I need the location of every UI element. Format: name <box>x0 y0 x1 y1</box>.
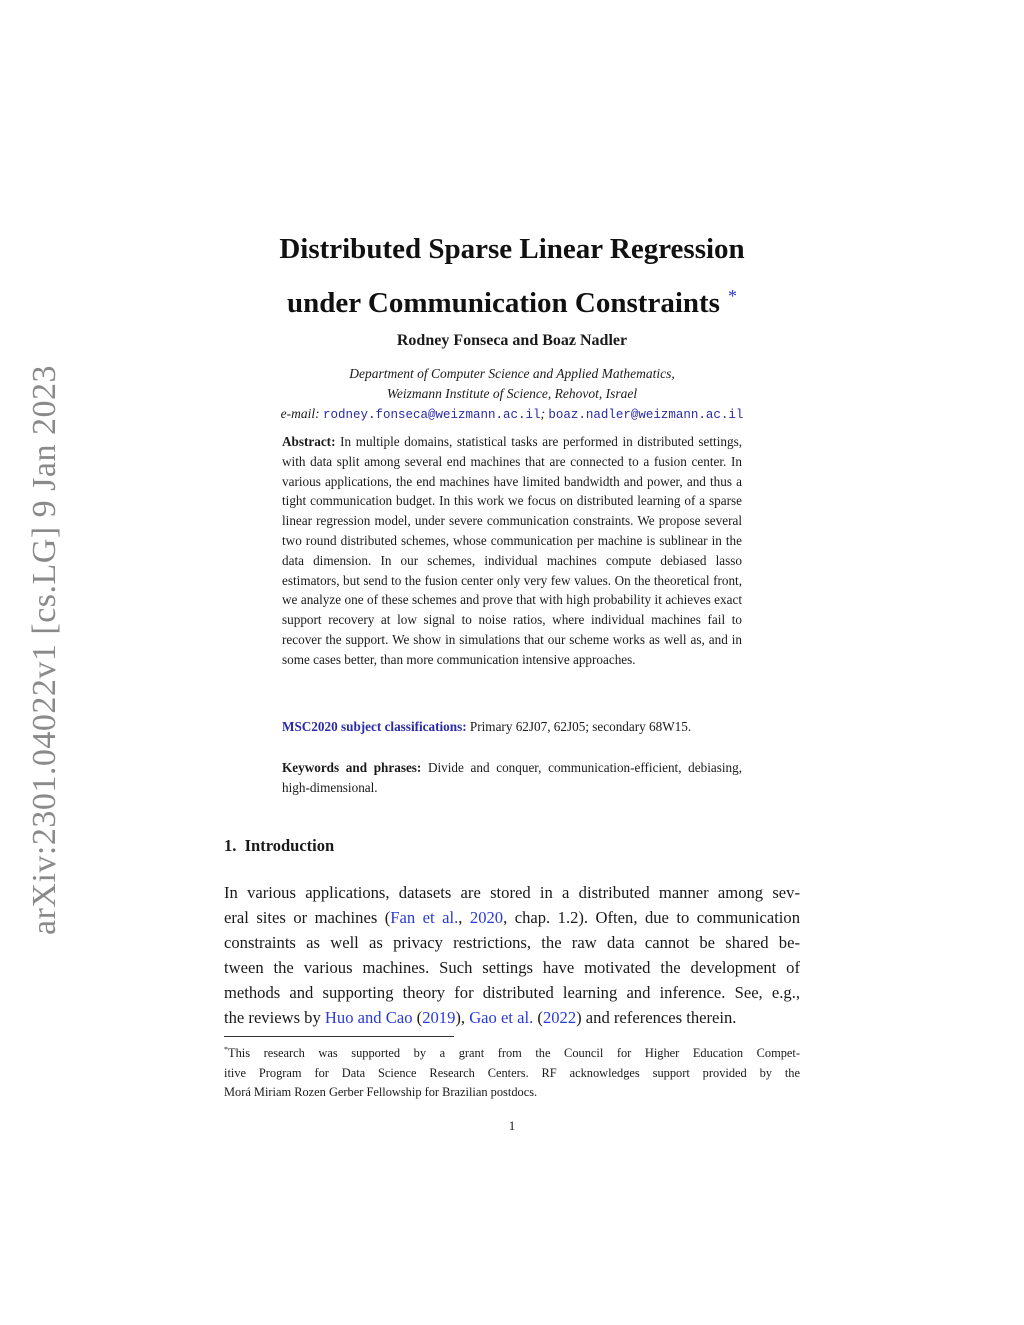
affiliation-line-1: Department of Computer Science and Applied Mathematics, <box>349 366 675 381</box>
page-number: 1 <box>508 1118 516 1133</box>
affiliation-line-2: Weizmann Institute of Science, Rehovot, Israel <box>386 386 638 401</box>
footnote-line: itive Program for Data Science Research Centers. RF acknowledges support provided by the <box>224 1065 800 1080</box>
intro-line: the reviews by Huo and Cao (2019), Gao et al. (2022) and references therein. <box>224 1008 737 1027</box>
abstract-text: In multiple domains, statistical tasks are performed in distributed settings, with data split among several end machines that are connected to a fusion center. In various applications, the end machines have limited bandwidth and power, and thus a tight communication budget. In this work we focus on distributed learning of a sparse linear regression model, under severe communication constraints. We propose several two round distributed schemes, whose communication per machine is sublinear in the data dimension. In our schemes, individual machines compute debiased lasso estimators, but send to the fusion center only very few values. On the theoretical front, we analyze one of these schemes and prove that with high probability it achieves exact support recovery at low signal to noise ratios, where individual machines fail to recover the support. We show in simulations that our scheme works as well as, and in some cases better, than more communication intensive approaches. <box>282 434 743 667</box>
affiliation <box>180 364 844 425</box>
abstract-label: Abstract: <box>282 434 336 449</box>
footnote <box>224 1040 800 1103</box>
citation-link[interactable]: Huo and Cao <box>324 1008 413 1027</box>
section-title: Introduction <box>244 836 335 855</box>
intro-line: In various applications, datasets are stored in a distributed manner among sev- <box>224 883 800 902</box>
intro-line: constraints as well as privacy restrictions, the raw data cannot be shared be- <box>224 933 800 952</box>
email-label: e-mail: <box>280 406 320 421</box>
title-line-1: Distributed Sparse Linear Regression <box>279 233 745 265</box>
email-link-2[interactable]: boaz.nadler@weizmann.ac.il <box>548 408 744 422</box>
abstract <box>282 432 742 670</box>
citation-year-link[interactable]: 2022 <box>542 1008 577 1027</box>
intro-line: eral sites or machines (Fan et al., 2020, chap. 1.2). Often, due to communication <box>224 908 801 927</box>
keywords-label: Keywords and phrases: <box>282 760 422 775</box>
email-link-1[interactable]: rodney.fonseca@weizmann.ac.il <box>322 408 541 422</box>
paper-title <box>180 226 844 327</box>
footnote-line: Morá Miriam Rozen Gerber Fellowship for Brazilian postdocs. <box>224 1085 538 1100</box>
section-heading <box>224 836 334 856</box>
email-separator: ; <box>540 406 545 421</box>
intro-line: methods and supporting theory for distributed learning and inference. See, e.g., <box>224 983 800 1002</box>
arxiv-stamp <box>14 365 76 935</box>
intro-line: tween the various machines. Such settings have motivated the development of <box>224 958 800 977</box>
footnote-line: *This research was supported by a grant from the Council for Higher Education Compet- <box>224 1045 800 1061</box>
msc-text: Primary 62J07, 62J05; secondary 68W15. <box>469 719 692 734</box>
citation-link[interactable]: Gao et al. <box>469 1008 534 1027</box>
keywords <box>282 758 742 798</box>
footnote-mark: * <box>224 1045 228 1054</box>
keywords-text: Divide and conquer, communication-efficient, debiasing, high-dimensional. <box>282 760 742 795</box>
citation-year-link[interactable]: 2020 <box>469 908 504 927</box>
title-footnote-link[interactable]: * <box>727 286 737 306</box>
section-number: 1. <box>224 836 237 855</box>
msc-classifications <box>282 717 742 737</box>
footnote-rule <box>224 1036 454 1037</box>
arxiv-stamp-text: arXiv:2301.04022v1 [cs.LG] 9 Jan 2023 <box>26 365 63 935</box>
title-line-2: under Communication Constraints * <box>287 286 737 319</box>
intro-paragraph <box>224 880 800 1030</box>
authors: Rodney Fonseca and Boaz Nadler <box>396 332 628 349</box>
citation-year-link[interactable]: 2019 <box>422 1008 456 1027</box>
msc-label-link[interactable]: MSC2020 subject classifications: <box>282 719 467 734</box>
citation-link[interactable]: Fan et al. <box>390 908 459 927</box>
email-line <box>180 404 844 425</box>
